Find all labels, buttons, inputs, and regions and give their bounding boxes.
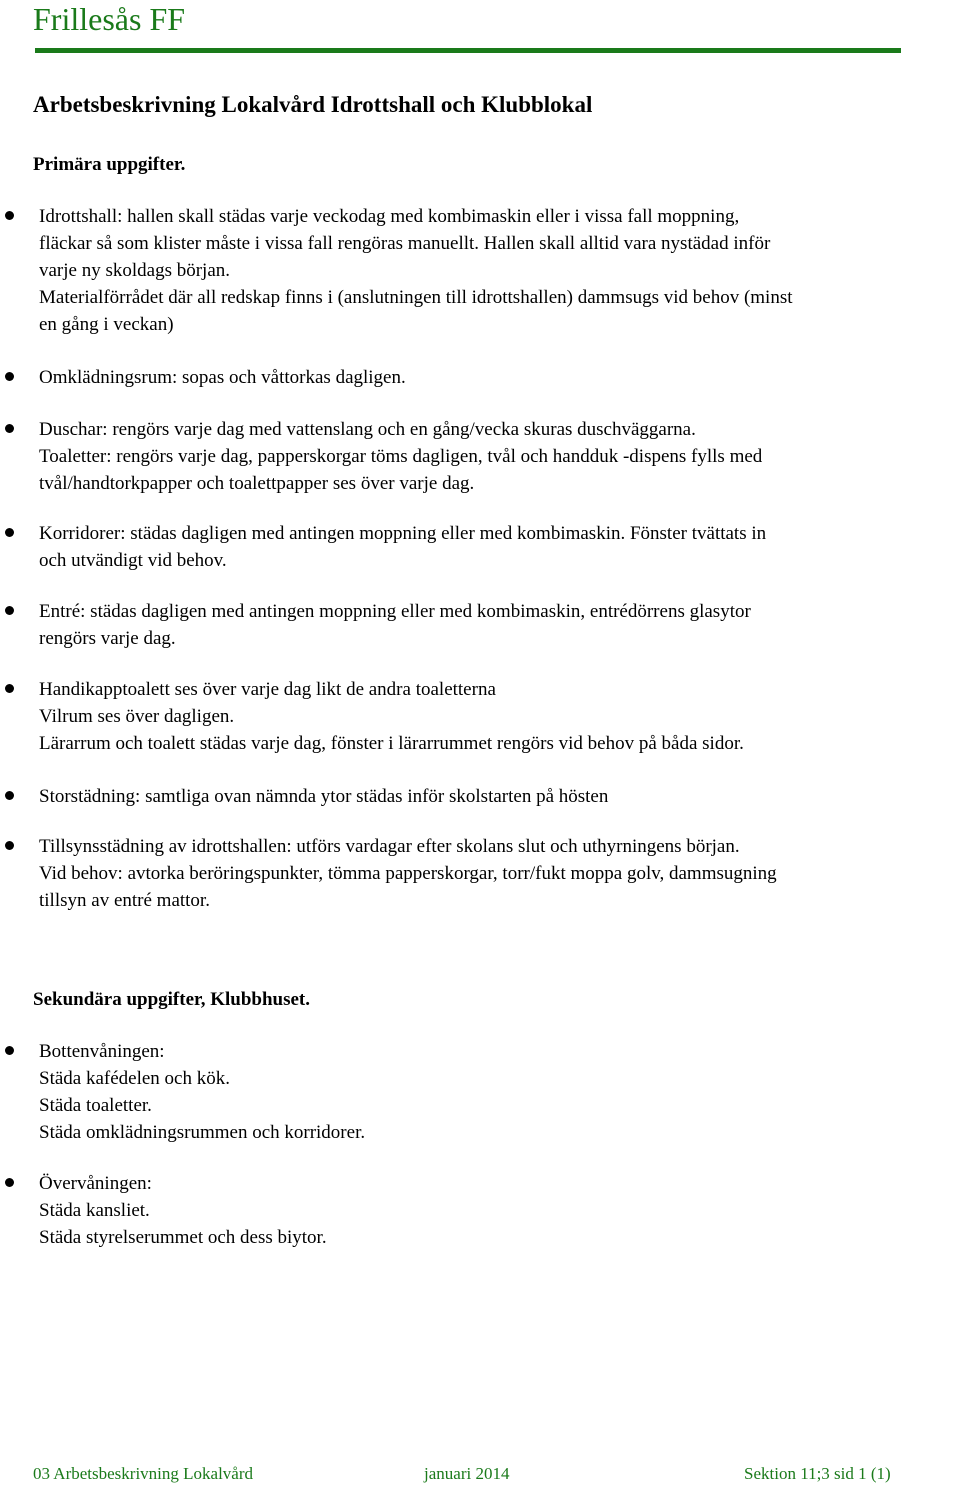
list-item-text-line: Städa kafédelen och kök. xyxy=(39,1068,230,1089)
list-item-text-line: fläckar så som klister måste i vissa fall rengöras manuellt. Hallen skall alltid vara nystädad inför xyxy=(39,233,771,254)
header-divider xyxy=(35,48,901,53)
list-item-text-line: Tillsynsstädning av idrottshallen: utförs vardagar efter skolans slut och uthyrningens början. xyxy=(39,836,740,857)
list-item-text-line: Städa kansliet. xyxy=(39,1200,150,1221)
list-item-text-line: Handikapptoalett ses över varje dag likt de andra toaletterna xyxy=(39,679,496,700)
list-item-text-line: Städa omklädningsrummen och korridorer. xyxy=(39,1122,366,1143)
bullet-icon xyxy=(5,684,14,693)
bullet-icon xyxy=(5,1046,14,1055)
list-item-text-line: Entré: städas dagligen med antingen moppning eller med kombimaskin, entrédörrens glasytor xyxy=(39,601,751,622)
list-item-text-line: tvål/handtorkpapper och toalettpapper ses över varje dag. xyxy=(39,473,475,494)
list-item-text-line: Storstädning: samtliga ovan nämnda ytor städas inför skolstarten på hösten xyxy=(39,786,609,807)
document-title: Arbetsbeskrivning Lokalvård Idrottshall och Klubblokal xyxy=(33,92,593,117)
footer-document-name: 03 Arbetsbeskrivning Lokalvård xyxy=(33,1464,254,1483)
list-item-text-line: Korridorer: städas dagligen med antingen moppning eller med kombimaskin. Fönster tvättats in xyxy=(39,523,767,544)
list-item-text-line: Duschar: rengörs varje dag med vattenslang och en gång/vecka skuras duschväggarna. xyxy=(39,419,696,440)
list-item-text-line: och utvändigt vid behov. xyxy=(39,550,227,571)
list-item-text-line: varje ny skoldags början. xyxy=(39,260,231,281)
list-item-text-line: Övervåningen: xyxy=(39,1173,152,1194)
bullet-icon xyxy=(5,528,14,537)
list-item-text-line: rengörs varje dag. xyxy=(39,628,176,649)
primary-tasks-heading: Primära uppgifter. xyxy=(33,154,186,175)
list-item-text-line: Omklädningsrum: sopas och våttorkas dagligen. xyxy=(39,367,406,388)
bullet-icon xyxy=(5,372,14,381)
list-item-text-line: en gång i veckan) xyxy=(39,314,174,335)
bullet-icon xyxy=(5,1178,14,1187)
footer-section-page: Sektion 11;3 sid 1 (1) xyxy=(744,1464,891,1483)
list-item-text-line: tillsyn av entré mattor. xyxy=(39,890,210,911)
bullet-icon xyxy=(5,211,14,220)
list-item-text-line: Städa styrelserummet och dess biytor. xyxy=(39,1227,327,1248)
bullet-icon xyxy=(5,841,14,850)
footer-date: januari 2014 xyxy=(424,1464,510,1483)
secondary-tasks-heading: Sekundära uppgifter, Klubbhuset. xyxy=(33,989,311,1010)
bullet-icon xyxy=(5,606,14,615)
organization-title: Frillesås FF xyxy=(33,1,186,37)
list-item-text-line: Lärarrum och toalett städas varje dag, fönster i lärarrummet rengörs vid behov på båda sidor. xyxy=(39,733,744,754)
list-item-text-line: Idrottshall: hallen skall städas varje veckodag med kombimaskin eller i vissa fall moppning, xyxy=(39,206,740,227)
list-item-text-line: Vilrum ses över dagligen. xyxy=(39,706,235,727)
bullet-icon xyxy=(5,424,14,433)
list-item-text-line: Städa toaletter. xyxy=(39,1095,152,1116)
list-item-text-line: Bottenvåningen: xyxy=(39,1041,165,1062)
list-item-text-line: Materialförrådet där all redskap finns i (anslutningen till idrottshallen) dammsugs vid behov (minst xyxy=(39,287,793,308)
list-item-text-line: Vid behov: avtorka beröringspunkter, tömma papperskorgar, torr/fukt moppa golv, dammsugning xyxy=(39,863,777,884)
list-item-text-line: Toaletter: rengörs varje dag, papperskorgar töms dagligen, tvål och handduk -dispens fylls med xyxy=(39,446,763,467)
bullet-icon xyxy=(5,791,14,800)
